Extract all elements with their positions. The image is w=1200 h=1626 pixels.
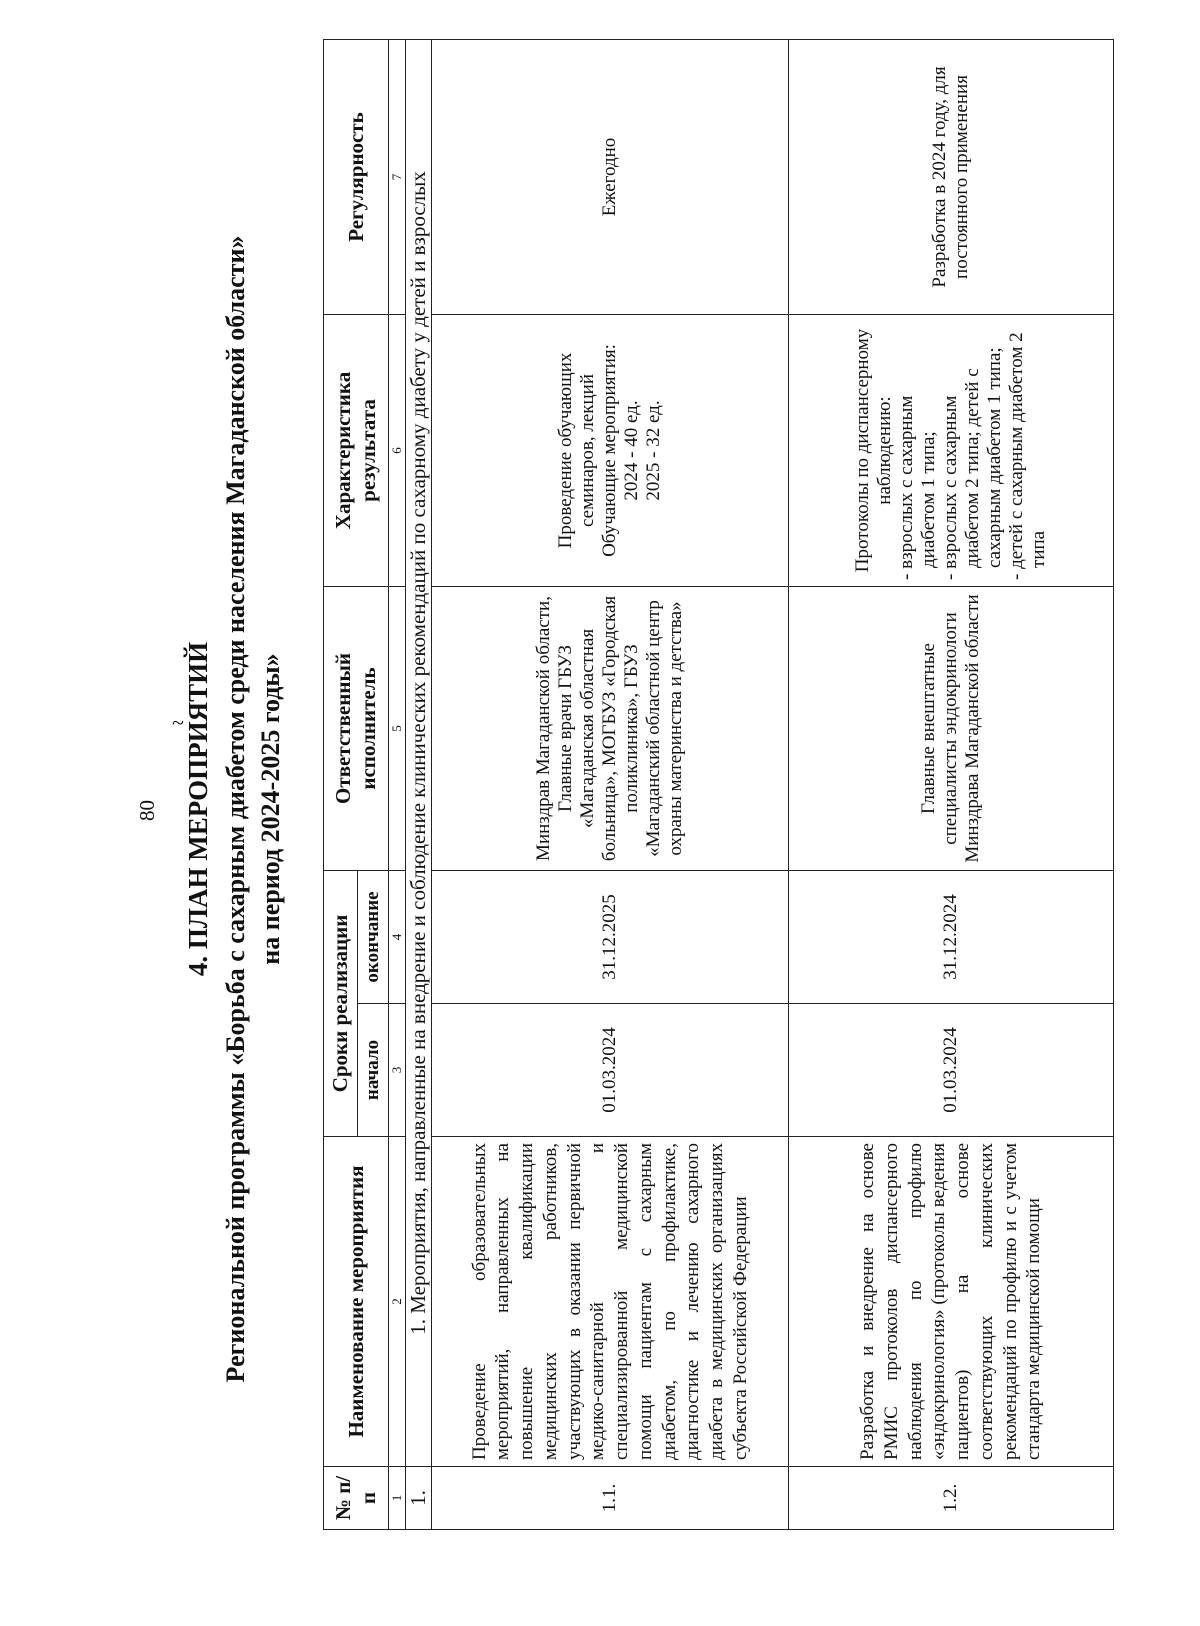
row-result [432,314,789,586]
result-line: 2024 - 40 ед. [621,400,642,501]
row-activity-name: Разработка и внедрение на основе РМИС протоколов диспансерного наблюдения по профилю «эндокринология» (протоколы ведения пациентов) на основе соответствующих клинических рекомендаций по профилю и с учетом стандарта медицинской помощи [789,1137,1114,1467]
result-line: Проведение обучающих семинаров, лекций [555,352,598,549]
list-item: - детей с сахарным диабетом 2 типа [1006,332,1049,580]
rotated-landscape-content [10,9,1190,1609]
result-line: 2025 - 32 ед. [643,400,664,501]
table-row [789,39,1114,1529]
table-row [432,39,789,1529]
col-number: 3 [389,1004,406,1137]
header-num: № п/п [324,1467,389,1530]
col-number: 4 [389,870,406,1003]
header-terms: Сроки реализации [324,870,358,1136]
row-end-date: 31.12.2025 [432,870,789,1003]
row-result [789,314,1114,586]
plan-title: 4. ПЛАН МЕРОПРИЯТИЙ [183,641,213,977]
page-number: 80 [135,800,159,821]
row-start-date: 01.03.2024 [789,1004,1114,1137]
program-period: на период 2024-2025 годы» [256,653,285,965]
row-number: 1.2. [789,1467,1114,1530]
header-end: окончание [358,870,389,1003]
section-row [406,39,432,1529]
row-responsible: Главные внештатные специалисты эндокринологи Минздрава Магаданской области [789,586,1114,870]
col-number: 1 [389,1467,406,1530]
col-number: 7 [389,39,406,314]
col-number: 2 [389,1137,406,1467]
row-number: 1.1. [432,1467,789,1530]
section-title: 1. Мероприятия, направленные на внедрение и соблюдение клинических рекомендаций по сахарному диабету у детей и взрослых [406,39,432,1466]
header-responsible: Ответственный исполнитель [324,586,389,870]
header-regularity: Регулярность [324,39,389,314]
row-activity-name: Проведение образовательных мероприятий, направленных на повышение квалификации медицинских работников, участвующих в оказании первичной медико-санитарной и специализированной медицинской помощи пациентам с сахарным диабетом, по профилактике, диагностике и лечению сахарного диабета в медицинских организациях субъекта Российской Федерации [432,1137,789,1467]
header-row [324,39,358,1529]
header-name: Наименование мероприятия [324,1137,389,1467]
program-subtitle: Региональной программы «Борьба с сахарным диабетом среди населения Магаданской области» [221,235,250,1383]
plan-table [323,39,1114,1530]
column-number-row [389,39,406,1529]
row-responsible: Минздрав Магаданской области, Главные врачи ГБУЗ «Магаданская областная больница», МОГБУЗ «Городская поликлиника», ГБУЗ «Магаданский областной центр охраны материнства и детства» [432,586,789,870]
row-start-date: 01.03.2024 [432,1004,789,1137]
result-line: Обучающие мероприятия: [599,344,620,557]
result-intro: Протоколы по диспансерному наблюдению: [852,328,895,573]
header-result: Характеристика результата [324,314,389,586]
result-list [896,321,1050,580]
row-end-date: 31.12.2024 [789,870,1114,1003]
col-number: 5 [389,586,406,870]
header-start: начало [358,1004,389,1137]
row-regularity: Ежегодно [432,39,789,314]
list-item: - взрослых с сахарным диабетом 2 типа; детей с сахарным диабетом 1 типа; [940,347,1005,580]
section-number: 1. [406,1467,432,1530]
row-regularity: Разработка в 2024 году, для постоянного применения [789,39,1114,314]
scan-mark: ~ [172,710,184,736]
col-number: 6 [389,314,406,586]
list-item: - взрослых с сахарным диабетом 1 типа; [896,395,939,580]
